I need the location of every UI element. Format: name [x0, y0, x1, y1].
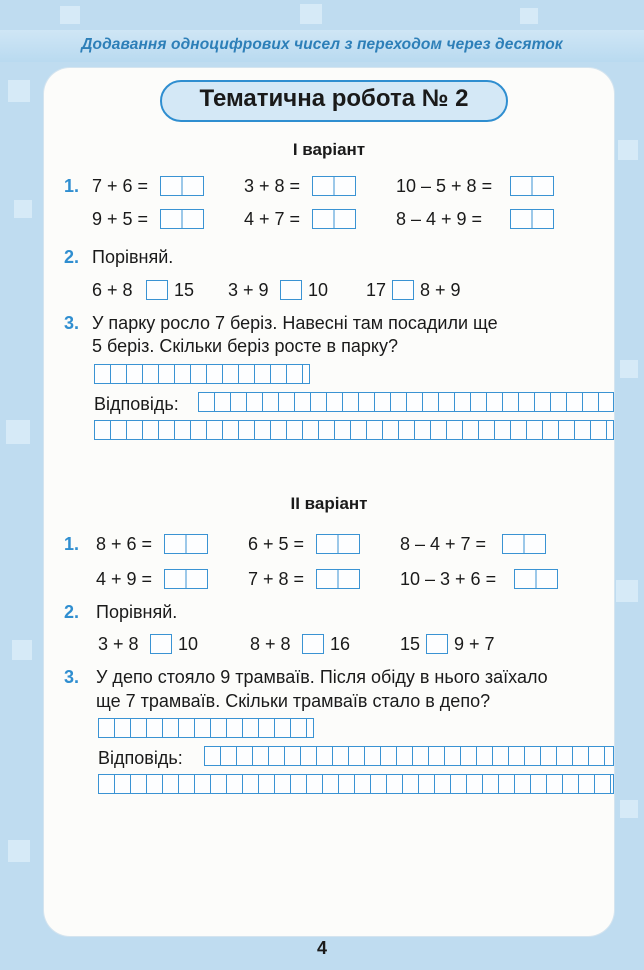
expression: 4 + 7 = — [244, 209, 301, 229]
background-tile — [620, 800, 638, 818]
answer-box[interactable] — [160, 176, 204, 196]
compare-box[interactable] — [280, 280, 302, 300]
background-tile — [60, 6, 80, 24]
background-tile — [8, 840, 30, 862]
task-number: 2. — [64, 602, 80, 622]
task-prompt: Порівняй. — [92, 247, 174, 267]
answer-box[interactable] — [316, 569, 360, 589]
page-number: 4 — [316, 938, 327, 958]
page-title: Тематична робота № 2 — [199, 85, 469, 112]
compare-right: 10 — [178, 634, 199, 654]
solution-grid[interactable] — [98, 718, 314, 738]
background-tile — [6, 420, 30, 444]
expression: 7 + 8 = — [248, 569, 305, 589]
answer-label: Відповідь: — [94, 394, 179, 414]
answer-box[interactable] — [502, 534, 546, 554]
compare-box[interactable] — [426, 634, 448, 654]
compare-left: 8 + 8 — [250, 634, 291, 654]
compare-left: 17 — [366, 280, 387, 300]
solution-grid[interactable] — [94, 364, 310, 384]
expression: 7 + 6 = — [92, 176, 149, 196]
variant-2-heading: ІІ варіант — [290, 494, 368, 513]
compare-left: 3 + 8 — [98, 634, 139, 654]
background-tile — [300, 4, 322, 24]
expression: 6 + 5 = — [248, 534, 305, 554]
expression: 10 – 3 + 6 = — [400, 569, 497, 589]
answer-grid[interactable] — [98, 774, 614, 794]
answer-box[interactable] — [510, 176, 554, 196]
compare-left: 15 — [400, 634, 421, 654]
background-tile — [8, 80, 30, 102]
answer-box[interactable] — [164, 534, 208, 554]
background-tile — [14, 200, 32, 218]
task-number: 1. — [64, 534, 80, 554]
answer-box[interactable] — [160, 209, 204, 229]
compare-left: 3 + 9 — [228, 280, 269, 300]
answer-grid[interactable] — [204, 746, 614, 766]
problem-text: У депо стояло 9 трамваїв. Після обіду в нього заїхало — [96, 667, 548, 687]
compare-box[interactable] — [150, 634, 172, 654]
background-tile — [12, 640, 32, 660]
answer-box[interactable] — [312, 176, 356, 196]
expression: 10 – 5 + 8 = — [396, 176, 493, 196]
task-number: 2. — [64, 247, 80, 267]
compare-right: 16 — [330, 634, 351, 654]
variant-1-heading: І варіант — [292, 140, 366, 159]
expression: 9 + 5 = — [92, 209, 149, 229]
compare-box[interactable] — [146, 280, 168, 300]
problem-text: У парку росло 7 беріз. Навесні там посадили ще — [92, 313, 498, 333]
task-number: 3. — [64, 313, 80, 333]
compare-right: 9 + 7 — [454, 634, 495, 654]
task-number: 3. — [64, 667, 80, 687]
task-number: 1. — [64, 176, 80, 196]
expression: 8 + 6 = — [96, 534, 153, 554]
compare-right: 15 — [174, 280, 195, 300]
background-tile — [618, 140, 638, 160]
expression: 8 – 4 + 9 = — [396, 209, 483, 229]
answer-grid[interactable] — [198, 392, 614, 412]
expression: 8 – 4 + 7 = — [400, 534, 487, 554]
answer-box[interactable] — [514, 569, 558, 589]
compare-right: 8 + 9 — [420, 280, 461, 300]
answer-box[interactable] — [164, 569, 208, 589]
answer-label: Відповідь: — [98, 748, 183, 768]
answer-grid[interactable] — [94, 420, 614, 440]
problem-text: ще 7 трамваїв. Скільки трамваїв стало в депо? — [96, 691, 491, 711]
compare-box[interactable] — [392, 280, 414, 300]
topic-header: Додавання одноцифрових чисел з переходом через десяток — [81, 36, 563, 53]
background-tile — [620, 360, 638, 378]
compare-left: 6 + 8 — [92, 280, 133, 300]
answer-box[interactable] — [312, 209, 356, 229]
expression: 4 + 9 = — [96, 569, 153, 589]
expression: 3 + 8 = — [244, 176, 301, 196]
task-prompt: Порівняй. — [96, 602, 178, 622]
compare-right: 10 — [308, 280, 329, 300]
background-tile — [520, 8, 538, 24]
problem-text: 5 беріз. Скільки беріз росте в парку? — [92, 336, 398, 356]
compare-box[interactable] — [302, 634, 324, 654]
answer-box[interactable] — [316, 534, 360, 554]
answer-box[interactable] — [510, 209, 554, 229]
background-tile — [616, 580, 638, 602]
